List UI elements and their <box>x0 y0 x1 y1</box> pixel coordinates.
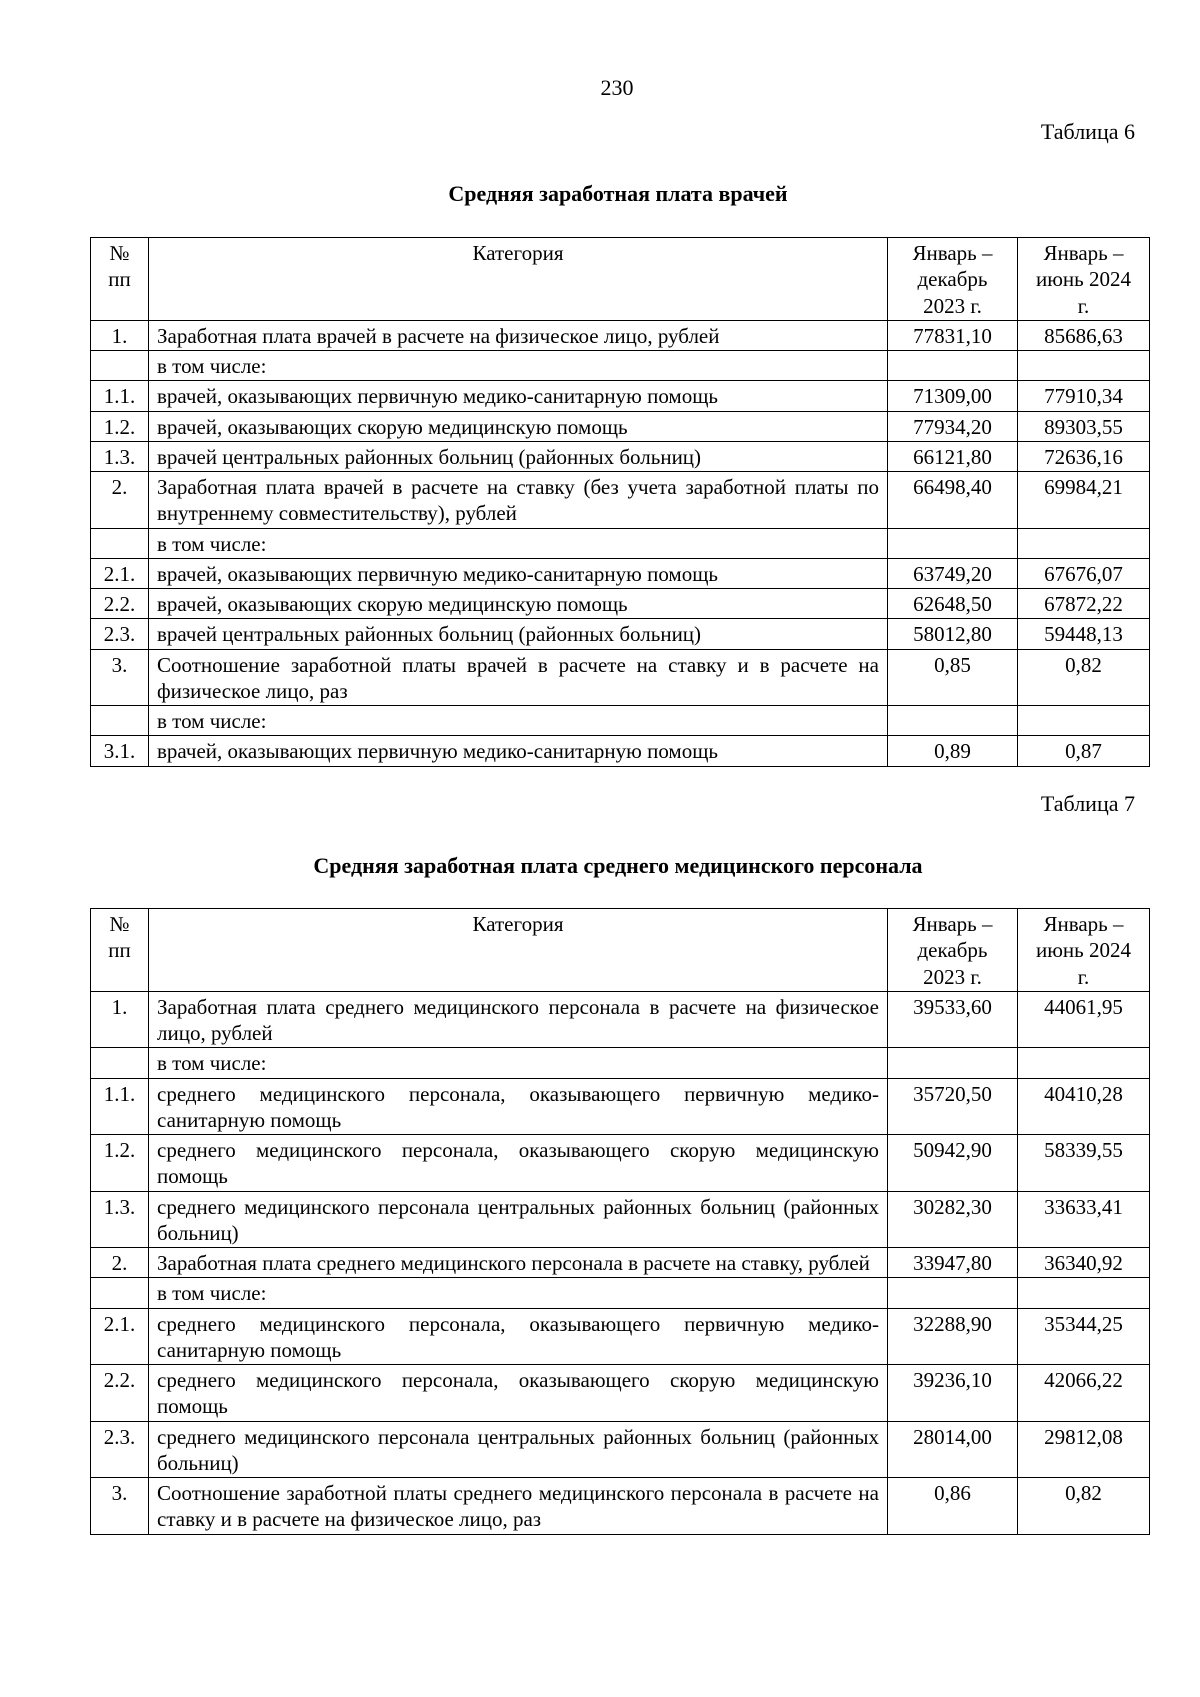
table-row <box>91 1191 1150 1248</box>
row-value-2023: 39533,60 <box>888 991 1018 1048</box>
table-row <box>91 411 1150 441</box>
table-7-title: Средняя заработная плата среднего медицинского персонала <box>313 853 923 878</box>
row-number: 1. <box>91 991 149 1048</box>
row-category: среднего медицинского персонала центральных районных больниц (районных больниц) <box>149 1191 888 1248</box>
row-number <box>91 1278 149 1308</box>
row-value-2024: 0,82 <box>1018 649 1150 706</box>
row-value-2023: 58012,80 <box>888 619 1018 649</box>
row-category: врачей, оказывающих скорую медицинскую помощь <box>149 411 888 441</box>
row-category: врачей, оказывающих первичную медико-санитарную помощь <box>149 736 888 766</box>
row-value-2024 <box>1018 528 1150 558</box>
row-value-2024: 67872,22 <box>1018 589 1150 619</box>
row-value-2024 <box>1018 1048 1150 1078</box>
row-number: 3. <box>91 649 149 706</box>
header-period-2023: Январь – декабрь 2023 г. <box>888 909 1018 992</box>
table-row <box>91 1278 1150 1308</box>
row-number <box>91 528 149 558</box>
table-row <box>91 736 1150 766</box>
table-row <box>91 558 1150 588</box>
row-number: 1.2. <box>91 411 149 441</box>
table-row <box>91 706 1150 736</box>
table-row <box>91 1248 1150 1278</box>
row-number: 1.1. <box>91 1078 149 1135</box>
row-category: в том числе: <box>149 528 888 558</box>
row-value-2024: 44061,95 <box>1018 991 1150 1048</box>
row-category: в том числе: <box>149 1278 888 1308</box>
row-number <box>91 706 149 736</box>
table-row <box>91 1365 1150 1422</box>
row-value-2024: 0,87 <box>1018 736 1150 766</box>
row-value-2023 <box>888 706 1018 736</box>
table-row <box>91 1135 1150 1192</box>
table-row <box>91 351 1150 381</box>
table-6 <box>90 237 1150 767</box>
row-value-2024: 59448,13 <box>1018 619 1150 649</box>
table-row <box>91 1478 1150 1535</box>
row-category: врачей, оказывающих первичную медико-санитарную помощь <box>149 381 888 411</box>
row-category: в том числе: <box>149 1048 888 1078</box>
header-period-2024: Январь – июнь 2024 г. <box>1018 238 1150 321</box>
row-value-2024: 0,82 <box>1018 1478 1150 1535</box>
table-row <box>91 1421 1150 1478</box>
row-category: Соотношение заработной платы среднего медицинского персонала в расчете на ставку и в расчете на физическое лицо, раз <box>149 1478 888 1535</box>
row-value-2024: 29812,08 <box>1018 1421 1150 1478</box>
row-value-2024 <box>1018 706 1150 736</box>
row-value-2024: 77910,34 <box>1018 381 1150 411</box>
row-value-2024: 40410,28 <box>1018 1078 1150 1135</box>
row-value-2023: 63749,20 <box>888 558 1018 588</box>
row-value-2023: 77934,20 <box>888 411 1018 441</box>
table-row <box>91 528 1150 558</box>
row-value-2024 <box>1018 351 1150 381</box>
row-number: 1.3. <box>91 441 149 471</box>
row-category: врачей, оказывающих первичную медико-санитарную помощь <box>149 558 888 588</box>
row-value-2023 <box>888 1278 1018 1308</box>
header-num: № пп <box>91 909 149 992</box>
row-number: 2. <box>91 472 149 529</box>
table-row <box>91 472 1150 529</box>
row-value-2024 <box>1018 1278 1150 1308</box>
page-number: 230 <box>600 75 634 100</box>
table-header-row <box>91 909 1150 992</box>
row-number: 2. <box>91 1248 149 1278</box>
row-category: в том числе: <box>149 706 888 736</box>
row-value-2023: 0,86 <box>888 1478 1018 1535</box>
table-row <box>91 1078 1150 1135</box>
row-category: врачей центральных районных больниц (районных больниц) <box>149 441 888 471</box>
row-value-2024: 36340,92 <box>1018 1248 1150 1278</box>
row-category: Заработная плата среднего медицинского персонала в расчете на ставку, рублей <box>149 1248 888 1278</box>
row-value-2023 <box>888 1048 1018 1078</box>
row-category: врачей центральных районных больниц (районных больниц) <box>149 619 888 649</box>
row-category: среднего медицинского персонала, оказывающего скорую медицинскую помощь <box>149 1135 888 1192</box>
row-number: 2.2. <box>91 1365 149 1422</box>
row-number: 1.1. <box>91 381 149 411</box>
row-value-2023: 0,89 <box>888 736 1018 766</box>
row-value-2023: 71309,00 <box>888 381 1018 411</box>
row-value-2023: 66121,80 <box>888 441 1018 471</box>
table-row <box>91 1308 1150 1365</box>
header-category: Категория <box>149 238 888 321</box>
row-category: врачей, оказывающих скорую медицинскую помощь <box>149 589 888 619</box>
row-value-2023: 50942,90 <box>888 1135 1018 1192</box>
row-value-2023: 77831,10 <box>888 320 1018 350</box>
row-value-2023 <box>888 528 1018 558</box>
table-7-label: Таблица 7 <box>1040 791 1135 816</box>
row-category: Соотношение заработной платы врачей в расчете на ставку и в расчете на физическое лицо, раз <box>149 649 888 706</box>
row-number: 2.2. <box>91 589 149 619</box>
row-category: среднего медицинского персонала центральных районных больниц (районных больниц) <box>149 1421 888 1478</box>
row-number <box>91 1048 149 1078</box>
row-value-2023 <box>888 351 1018 381</box>
table-7 <box>90 908 1150 1535</box>
header-num: № пп <box>91 238 149 321</box>
table-row <box>91 1048 1150 1078</box>
row-number: 2.3. <box>91 619 149 649</box>
row-value-2023: 66498,40 <box>888 472 1018 529</box>
row-number: 2.3. <box>91 1421 149 1478</box>
row-number: 1.3. <box>91 1191 149 1248</box>
row-value-2023: 35720,50 <box>888 1078 1018 1135</box>
row-category: среднего медицинского персонала, оказывающего первичную медико-санитарную помощь <box>149 1308 888 1365</box>
row-value-2024: 42066,22 <box>1018 1365 1150 1422</box>
row-value-2024: 33633,41 <box>1018 1191 1150 1248</box>
header-category: Категория <box>149 909 888 992</box>
table-row <box>91 381 1150 411</box>
row-value-2024: 58339,55 <box>1018 1135 1150 1192</box>
row-category: среднего медицинского персонала, оказывающего скорую медицинскую помощь <box>149 1365 888 1422</box>
row-value-2024: 85686,63 <box>1018 320 1150 350</box>
table-row <box>91 991 1150 1048</box>
row-value-2024: 69984,21 <box>1018 472 1150 529</box>
row-value-2023: 28014,00 <box>888 1421 1018 1478</box>
row-category: среднего медицинского персонала, оказывающего первичную медико-санитарную помощь <box>149 1078 888 1135</box>
row-number: 1.2. <box>91 1135 149 1192</box>
row-number: 3. <box>91 1478 149 1535</box>
table-6-title: Средняя заработная плата врачей <box>448 181 788 206</box>
header-period-2024: Январь – июнь 2024 г. <box>1018 909 1150 992</box>
row-value-2023: 62648,50 <box>888 589 1018 619</box>
row-category: в том числе: <box>149 351 888 381</box>
table-row <box>91 589 1150 619</box>
table-header-row <box>91 238 1150 321</box>
row-value-2023: 33947,80 <box>888 1248 1018 1278</box>
row-value-2024: 89303,55 <box>1018 411 1150 441</box>
row-value-2024: 72636,16 <box>1018 441 1150 471</box>
row-value-2023: 39236,10 <box>888 1365 1018 1422</box>
row-category: Заработная плата среднего медицинского персонала в расчете на физическое лицо, рублей <box>149 991 888 1048</box>
table-row <box>91 441 1150 471</box>
row-number: 2.1. <box>91 1308 149 1365</box>
row-number <box>91 351 149 381</box>
row-value-2023: 0,85 <box>888 649 1018 706</box>
row-number: 2.1. <box>91 558 149 588</box>
row-value-2023: 32288,90 <box>888 1308 1018 1365</box>
table-6-label: Таблица 6 <box>1040 119 1135 144</box>
row-value-2023: 30282,30 <box>888 1191 1018 1248</box>
row-number: 1. <box>91 320 149 350</box>
row-category: Заработная плата врачей в расчете на физическое лицо, рублей <box>149 320 888 350</box>
table-row <box>91 320 1150 350</box>
row-value-2024: 35344,25 <box>1018 1308 1150 1365</box>
row-number: 3.1. <box>91 736 149 766</box>
header-period-2023: Январь – декабрь 2023 г. <box>888 238 1018 321</box>
row-category: Заработная плата врачей в расчете на ставку (без учета заработной платы по внутреннему совместительству), рублей <box>149 472 888 529</box>
table-row <box>91 619 1150 649</box>
table-row <box>91 649 1150 706</box>
row-value-2024: 67676,07 <box>1018 558 1150 588</box>
